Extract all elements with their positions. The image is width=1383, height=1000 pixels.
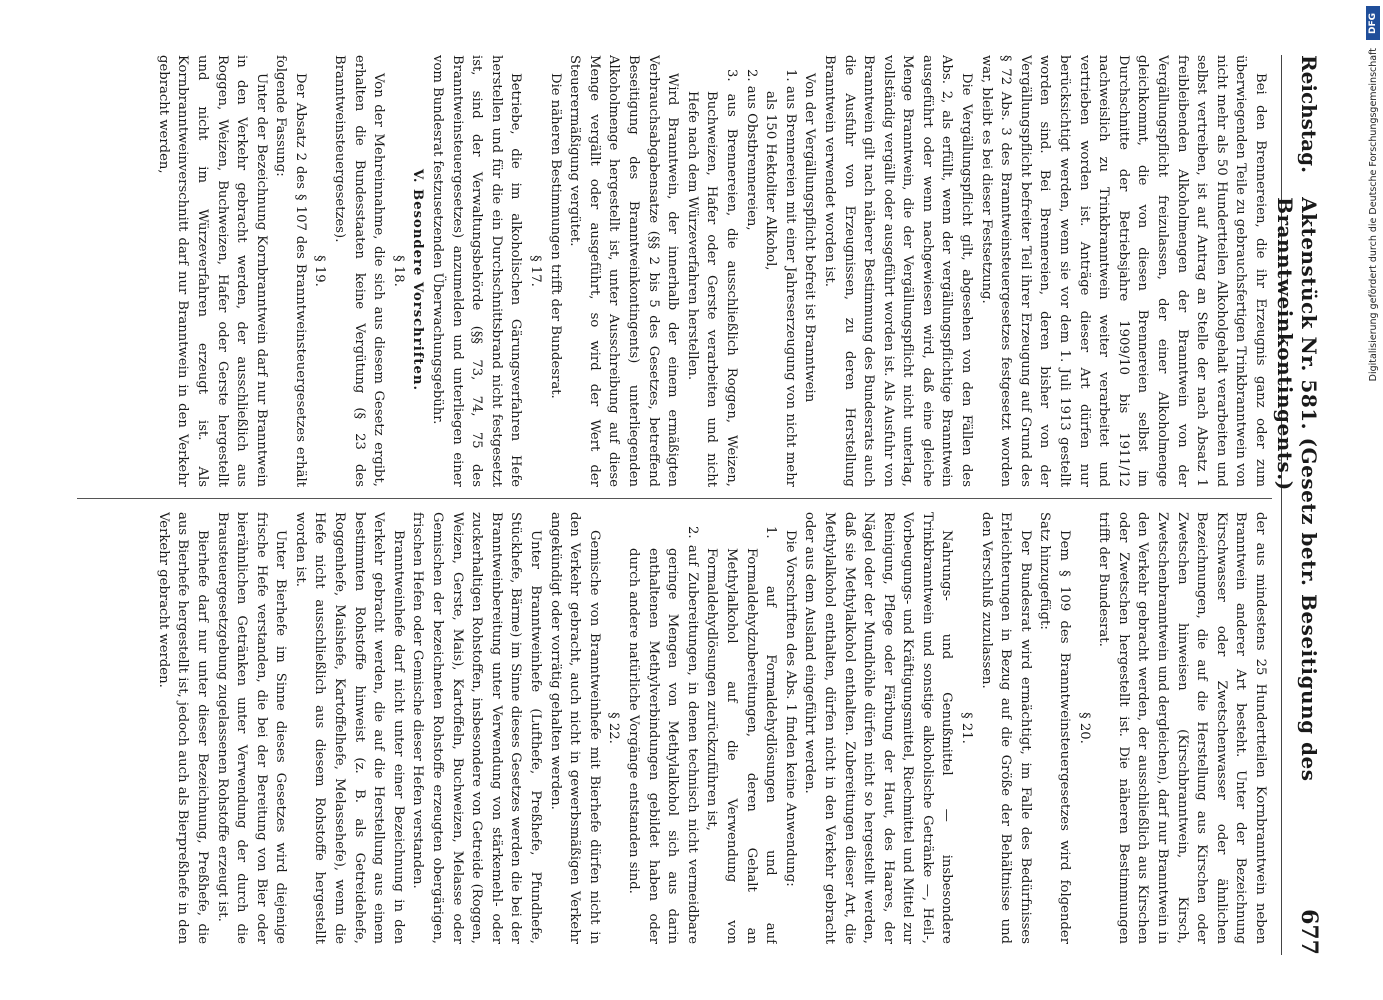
list-item: 1. aus Brennereien mit einer Jahreserzeugung von nicht mehr als 150 Hektoliter Alkohol, [763, 69, 798, 487]
left-column [80, 55, 1270, 487]
header-left: Reichstag. [1297, 55, 1321, 174]
column-divider [77, 498, 1272, 499]
paragraph: Von der Vergällungspflicht befreit ist Branntwein [802, 73, 818, 403]
section-heading: § 19. [312, 255, 328, 287]
paragraph: Bierhefe darf nur unter dieser Bezeichnung, Preßhefe, die aus Bierhefe hergestellt ist, jedoch auch als Bierpreßhefe in den Verkehr gebracht werden. [155, 512, 210, 944]
paragraph: Der Absatz 2 des § 107 des Branntweinsteuergesetzes erhält folgende Fassung: [273, 55, 308, 487]
right-column [80, 512, 1270, 944]
part-heading: V. Besondere Vorschriften. [410, 168, 426, 392]
paragraph: Unter der Bezeichnung Kornbranntwein darf nur Branntwein in den Verkehr gebracht werden, der ausschließlich aus Roggen, Weizen, Buchweizen, Hafer oder Gerste hergestellt und nicht im Würzeverfahren erzeugt ist. Als Kornbranntweinverschnitt darf nur Branntwein in den Verkehr gebracht werden, [155, 55, 269, 487]
digitization-sidebar [1363, 0, 1381, 1000]
header-title: Aktenstück Nr. 581. (Gesetz betr. Beseitigung des Branntweinkontingents.) [1273, 197, 1321, 782]
list-item: 2. auf Zubereitungen, in denen technisch nicht vermeidbare geringe Mengen von Methylalkohol sich aus darin enthaltenen Methylverbindungen gebildet haben oder durch andere natürliche Vorgänge entstanden sind. [626, 526, 700, 944]
section-heading: § 22. [606, 712, 622, 744]
section-heading: § 21. [959, 712, 975, 744]
page-header [1273, 55, 1322, 955]
dfg-logo: DFG [1366, 6, 1380, 40]
paragraph: Unter Bierhefe im Sinne dieses Gesetzes wird diejenige frische Hefe verstanden, die bei der Bereitung von Bier oder bierähnlichen Getränken unter Verwendung der durch die Brausteuergesetzgebung zugelassenen Rohstoffe erzeugt ist. [214, 512, 289, 944]
paragraph: Branntweinhefe darf nicht unter einer Bezeichnung in den Verkehr gebracht werden, die auf die Herstellung aus einem bestimmten Rohstoffe hinweist (z. B. als Getreidehefe, Roggenhefe, Maishefe, Kartoffelhefe, Melassehefe), wenn die Hefe nicht ausschließlich aus diesem Rohstoffe hergestellt worden ist. [292, 512, 406, 944]
paragraph: Dem § 109 des Branntweinsteuergesetzes wird folgender Satz hinzugefügt: [1037, 512, 1073, 944]
list-item: 2. aus Obstbrennereien, [743, 69, 759, 231]
paragraph: Der Bundesrat wird ermächtigt, im Falle des Bedürfnisses Erleichterungen in Bezug auf die Größe der Behältnisse und den Verschluß zuzulassen. [978, 512, 1033, 944]
paragraph: Die Vergällungspflicht gilt, abgesehen von den Fällen des Abs. 2, als erfüllt, wenn der vergällungspflichtige Branntwein ausgeführt oder wenn nachgewiesen wird, daß eine gleiche Menge Branntwein, die der Vergällungspflicht nicht unterlag, vollständig vergällt oder ausgeführt worden ist. Als Ausfuhr von Branntwein gilt nach näherer Bestimmung des Bundesrats auch die Ausfuhr von Erzeugnissen, zu deren Herstellung Branntwein verwendet worden ist. [821, 55, 975, 487]
section-heading: § 18. [390, 255, 406, 287]
paragraph: Gemische von Branntweinhefe mit Bierhefe dürfen nicht in den Verkehr gebracht, auch nicht in gewerbsmäßigen Verkehr angekündigt oder vorrätig gehalten werden. [547, 512, 602, 944]
paragraph: der aus mindestens 25 Hundertteilen Kornbranntwein neben Branntwein anderer Art besteht. Unter der Bezeichnung Kirschwasser oder Zwetschenwasser oder ähnlichen Bezeichnungen, die auf die Herstellung aus Kirschen oder Zwetschen hinweisen (Kirschbranntwein, Kirsch, Zwetschenbranntwein und dergleichen), darf nur Branntwein in den Verkehr gebracht werden, der ausschließlich aus Kirschen oder Zwetschen hergestellt ist. Die näheren Bestimmungen trifft der Bundesrat. [1096, 512, 1268, 944]
paragraph: Unter Branntweinhefe (Lufthefe, Preßhefe, Pfundhefe, Stückhefe, Bärme) im Sinne dieses Gesetzes werden die bei der Branntweinbereitung unter Verwendung von stärkemehl- oder zuckerhaltigen Rohstoffen, insbesondere von Getreide (Roggen, Weizen, Gerste, Mais), Kartoffeln, Buchweizen, Melasse oder Gemischen der bezeichneten Rohstoffe erzeugten obergärigen, frischen Hefen oder Gemische dieser Hefen verstanden. [410, 512, 544, 944]
paragraph: Die näheren Bestimmungen trifft der Bundesrat. [547, 73, 563, 399]
paragraph: Betriebe, die im alkoholischen Gärungsverfahren Hefe herstellen und für die ein Durchschnittsbrand nicht festgesetzt ist, sind der Verwaltungsbehörde (§§ 73, 74, 75 des Branntweinsteuergesetzes) anzumelden und unterliegen einer vom Bundesrat festzusetzenden Überwachungsgebühr. [430, 55, 524, 487]
paragraph: Bei den Brennereien, die ihr Erzeugnis ganz oder zum überwiegenden Teile zu gebrauchsfertigen Trinkbranntwein von nicht mehr als 50 Hundertteilen Alkoholgehalt verarbeiten und selbst vertreiben, ist auf Antrag an Stelle der nach Absatz 1 freibleibenden Alkoholmengen der Branntwein von der Vergällungspflicht freizulassen, der einer Alkoholmenge gleichkommt, die von diesen Brennereien selbst im Durchschnitte der Betriebsjahre 1909/10 bis 1911/12 nachweislich zu Trinkbranntwein weiter verarbeitet und vertrieben worden ist. Anträge dieser Art dürfen nur berücksichtigt werden, wenn sie vor dem 1. Juli 1913 gestellt worden sind. Bei Brennereien, deren bisher von der Vergällungspflicht befreiter Teil ihrer Erzeugung auf Grund des § 72 Abs. 3 des Branntweinsteuergesetzes festgesetzt worden war, bleibt es bei dieser Festsetzung. [978, 55, 1268, 487]
paragraph: Wird Branntwein, der innerhalb der einem ermäßigten Verbrauchsabgabensatze (§§ 2 bis 5 des Gesetzes, betreffend Beseitigung des Branntweinkontingents) unterliegenden Alkoholmenge hergestellt ist, unter Ausschreibung auf diese Menge vergällt oder ausgeführt, so wird der Wert der Steuerermäßigung vergütet. [567, 55, 681, 487]
list-item: 1. auf Formaldehydlösungen und auf Formaldehydzubereitungen, deren Gehalt an Methylalkohol auf die Verwendung von Formaldehydlösungen zurückzuführen ist, [704, 526, 779, 944]
paragraph: Nahrungs- und Genußmittel — insbesondere Trinkbranntwein und sonstige alkoholische Getränke —, Heil-, Vorbeugungs- und Kräftigungsmittel, Riechmittel und Mittel zur Reinigung, Pflege oder Färbung der Haut, des Haares, der Nägel oder der Mundhöhle dürfen nicht so hergestellt werden, daß sie Methylalkohol enthalten. Zubereitungen dieser Art, die Methylalkohol enthalten, dürfen nicht in den Verkehr gebracht oder aus dem Ausland eingeführt werden. [802, 512, 955, 944]
section-heading: § 17. [528, 255, 544, 287]
paragraph: Von der Mehreinnahme, die sich aus diesem Gesetz ergibt, erhalten die Bundesstaaten keine Vergütung (§ 23 des Branntweinsteuergesetzes). [332, 55, 387, 487]
section-heading: § 20. [1076, 712, 1092, 744]
funding-credit: Digitalisierung gefördert durch die Deutsche Forschungsgemeinschaft [1368, 48, 1379, 382]
page-number: 677 [1296, 909, 1322, 955]
list-item: 3. aus Brennereien, die ausschließlich Roggen, Weizen, Buchweizen, Hafer oder Gerste verarbeiten und nicht Hefe nach dem Würzeverfahren herstellen. [684, 69, 739, 487]
paragraph: Die Vorschriften des Abs. 1 finden keine Anwendung: [782, 530, 798, 887]
